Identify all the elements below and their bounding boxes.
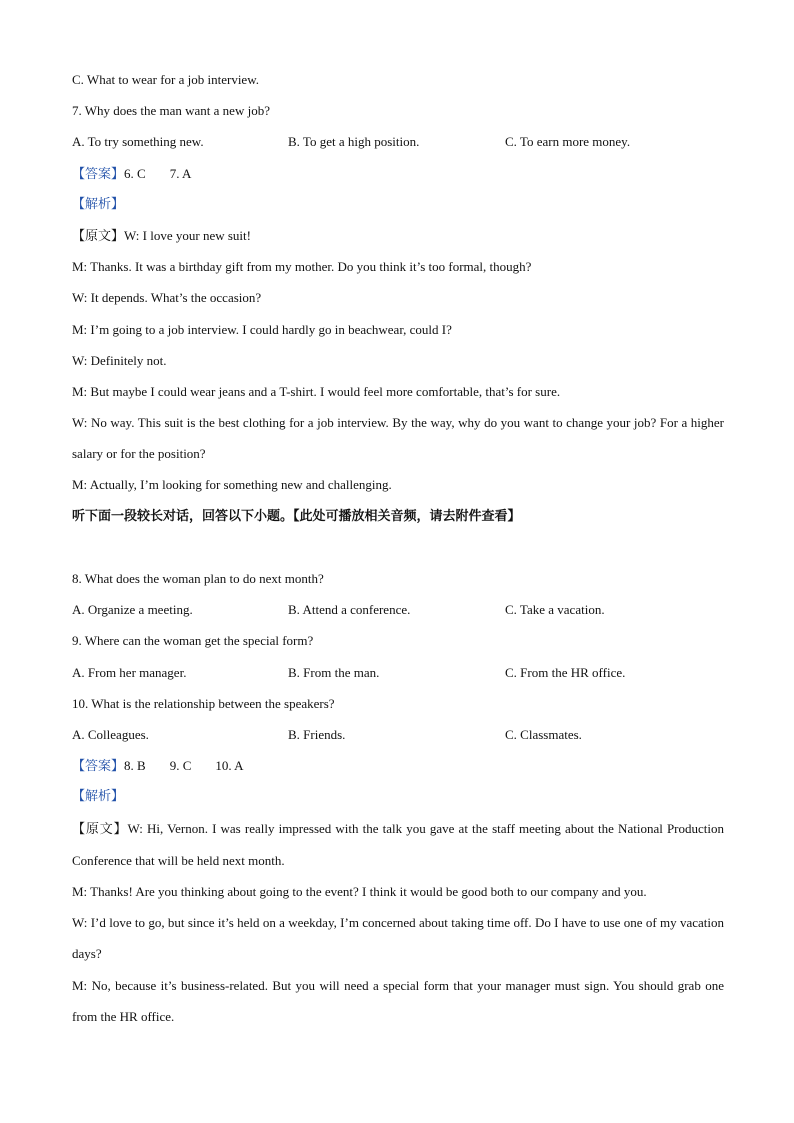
transcript-line: W: No way. This suit is the best clothing for a job interview. By the way, why do you want to change your job? For a higher salary or for the position? bbox=[72, 415, 724, 462]
q8-options bbox=[72, 594, 724, 625]
answer-item: 9. C bbox=[169, 758, 192, 774]
transcript-line: M: But maybe I could wear jeans and a T-shirt. I would feel more comfortable, that’s for sure. bbox=[72, 383, 561, 399]
transcript-tag: 【原文】 bbox=[72, 821, 128, 837]
q6-option-c: C. What to wear for a job interview. bbox=[72, 72, 259, 87]
analysis-tag-1: 【解析】 bbox=[72, 196, 125, 212]
transcript-line bbox=[72, 813, 724, 876]
q9-option-c: C. From the HR office. bbox=[505, 664, 626, 680]
analysis-tag-2: 【解析】 bbox=[72, 789, 125, 805]
transcript-line: M: No, because it’s business-related. But you will need a special form that your manager must sign. You should grab one from the HR office. bbox=[72, 977, 724, 1024]
transcript-line: W: Definitely not. bbox=[72, 352, 167, 368]
spacer bbox=[72, 532, 724, 563]
transcript-line: M: I’m going to a job interview. I could hardly go in beachwear, could I? bbox=[72, 321, 452, 337]
transcript-tag: 【原文】 bbox=[72, 228, 125, 244]
q7-option-c: C. To earn more money. bbox=[505, 134, 631, 150]
q9-option-b: B. From the man. bbox=[288, 664, 380, 680]
q7-options bbox=[72, 126, 724, 157]
transcript-line: M: Actually, I’m looking for something new and challenging. bbox=[72, 477, 392, 493]
answer-item: 8. B bbox=[124, 758, 146, 774]
q9-option-a: A. From her manager. bbox=[72, 664, 187, 680]
q7-option-a: A. To try something new. bbox=[72, 134, 204, 150]
answer-tag: 【答案】 bbox=[72, 759, 125, 775]
answer-line-2 bbox=[72, 750, 724, 781]
transcript-line bbox=[72, 220, 724, 251]
q8-option-b: B. Attend a conference. bbox=[288, 602, 411, 618]
transcript-text: W: Hi, Vernon. I was really impressed with the talk you gave at the staff meeting about the National Production Conference that will be held next month. bbox=[72, 820, 724, 868]
q8-option-c: C. Take a vacation. bbox=[505, 602, 605, 618]
q10-question: 10. What is the relationship between the speakers? bbox=[72, 695, 335, 711]
q10-option-a: A. Colleagues. bbox=[72, 726, 149, 742]
transcript-line: W: It depends. What’s the occasion? bbox=[72, 290, 262, 306]
transcript-line: M: Thanks! Are you thinking about going to the event? I think it would be good both to our company and you. bbox=[72, 883, 647, 899]
q7-question: 7. Why does the man want a new job? bbox=[72, 103, 270, 119]
q10-option-b: B. Friends. bbox=[288, 726, 346, 742]
transcript-line: W: I’d love to go, but since it’s held on a weekday, I’m concerned about taking time off. Do I have to use one of my vacation days? bbox=[72, 915, 724, 962]
answer-item: 10. A bbox=[215, 758, 244, 774]
transcript-line: M: Thanks. It was a birthday gift from my mother. Do you think it’s too formal, though? bbox=[72, 259, 532, 275]
answer-item: 6. C bbox=[124, 165, 146, 181]
q9-options bbox=[72, 657, 724, 688]
q9-question: 9. Where can the woman get the special form? bbox=[72, 633, 314, 649]
listening-instruction: 听下面一段较长对话，回答以下小题。【此处可播放相关音频，请去附件查看】 bbox=[72, 508, 521, 524]
q10-option-c: C. Classmates. bbox=[505, 726, 582, 742]
transcript-text: W: I love your new suit! bbox=[124, 227, 251, 243]
q8-question: 8. What does the woman plan to do next month? bbox=[72, 571, 324, 587]
q7-option-b: B. To get a high position. bbox=[288, 134, 420, 150]
document-page bbox=[72, 64, 724, 1032]
answer-item: 7. A bbox=[169, 165, 192, 181]
q8-option-a: A. Organize a meeting. bbox=[72, 602, 193, 618]
answer-tag: 【答案】 bbox=[72, 166, 125, 182]
answer-line-1 bbox=[72, 158, 724, 189]
q10-options bbox=[72, 719, 724, 750]
